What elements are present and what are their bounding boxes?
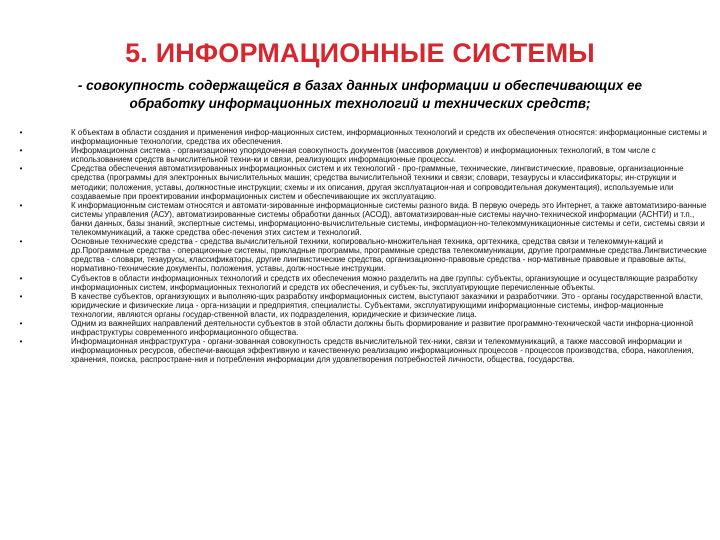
list-item [16, 337, 708, 364]
list-item [16, 146, 708, 164]
bullet-list [16, 128, 708, 364]
list-item-text: Одним из важнейших направлений деятельности субъектов в этой области должны быть формирование и развитие программно-технической части инфорна-ционной инфраструктуры современного информационного общества. [71, 318, 694, 338]
bullet-icon: • [19, 337, 23, 347]
list-item-text: Информационная система - организационно упорядоченная совокупность документов (массивов документов) и информационных технологий, в том числе с использованием средств вычислительной техни-ки и связи, реализующих информационные процессы. [71, 146, 656, 165]
list-item-text: К информационным системам относятся и автомати-зированные информационные системы разного вида. В первую очередь это Интернет, а также автоматизиро-ванные системы управления (АСУ), автоматизированные системы обработки данных (АСОД), автоматизирован-ные системы научно-технической информации (АСНТИ) и т.п., банки данных, базы знаний, экспертные системы, информационно-вычислительные системы, информацион-но-телекоммуникационные системы и сети, системы связи и телекоммуникаций, а также средства обес-печения этих систем и технологий. [71, 200, 707, 238]
bullet-icon: • [19, 200, 23, 210]
list-item-text: Субъектов в области информационных технологий и средств их обеспечения можно разделить на две группы: субъекты, организующие и осуществляющие разработку информационных систем, информационных технологий и средств их обеспечения, и субъек-ты, эксплуатирующие перечисленные объекты. [71, 273, 698, 292]
list-item [16, 128, 708, 146]
list-item [16, 201, 708, 237]
bullet-icon: • [19, 318, 23, 328]
list-item-text: К объектам в области создания и применения инфор-мационных систем, информационных технологий и средств их обеспечения относятся: информационные системы и информационные технологии, средства их обеспечения. [71, 128, 707, 147]
list-item-text: В качестве субъектов, организующих и выполняю-щих разработку информационных систем, выступают заказчики и разработчики. Это - органы государственной власти, юридические и физические лица - орга-низации и предприятия, специалисты. Субъектами, эксплуатирующими информационные системы, инфор-мационные технологии, являются органы государ-ственной власти, их подразделения, юридические и физические лица. [71, 291, 703, 319]
list-item [16, 319, 708, 337]
bullet-icon: • [19, 128, 23, 137]
bullet-icon: • [19, 237, 23, 247]
list-item-text: Основные технические средства - средства вычислительной техники, копировально-множительная техника, оргтехника, средства связи и телекоммун-каций и др.Программные средства - операционные системы, прикладные программы, программные средства телекоммуникации, другие программные средства.Лингвистические средства - словари, тезаурусы, классификаторы, другие лингвистические средства, организационно-правовые средства - нор-мативные правовые и правовые акты, нормативно-технические документы, положения, уставы, долж-ностные инструкции. [71, 237, 707, 274]
bullet-icon: • [19, 273, 23, 283]
bullet-icon: • [19, 291, 23, 301]
list-item [16, 237, 708, 273]
list-item [16, 164, 708, 200]
list-item-text: Информационная инфраструктура - органи-зованная совокупность средств вычислительной тех-ники, связи и телекоммуникаций, а также массовой информации и информационных ресурсов, обеспечи-вающая эффективную и качественную реализацию информационных процессов - процессов производства, сбора, накопления, хранения, поиска, распростране-ния и потребления информации для удовлетворения потребностей личности, общества, государства. [71, 337, 694, 365]
bullet-icon: • [19, 164, 23, 174]
slide-title: 5. ИНФОРМАЦИОННЫЕ СИСТЕМЫ [125, 38, 595, 68]
list-item-text: Средства обеспечения автоматизированных информационных систем и их технологий - про-граммные, технические, лингвистические, правовые, организационные средства (программы для электронных вычислительных машин; средства вычислительной техники и связи; словари, тезаурусы и классификаторы; ин-струкции и методики; положения, уставы, должностные инструкции; схемы и их описания, другая эксплуатацион-ная и сопроводительная документация), используемые или создаваемые при проектировании информационных систем и обеспечивающие их эксплуатацию. [71, 164, 684, 201]
list-item [16, 292, 708, 319]
list-item [16, 274, 708, 292]
slide-subtitle: - совокупность содержащейся в базах данных информации и обеспечивающих ее обработку информационных технологий и технических средств; [77, 78, 643, 111]
bullet-icon: • [19, 146, 23, 156]
